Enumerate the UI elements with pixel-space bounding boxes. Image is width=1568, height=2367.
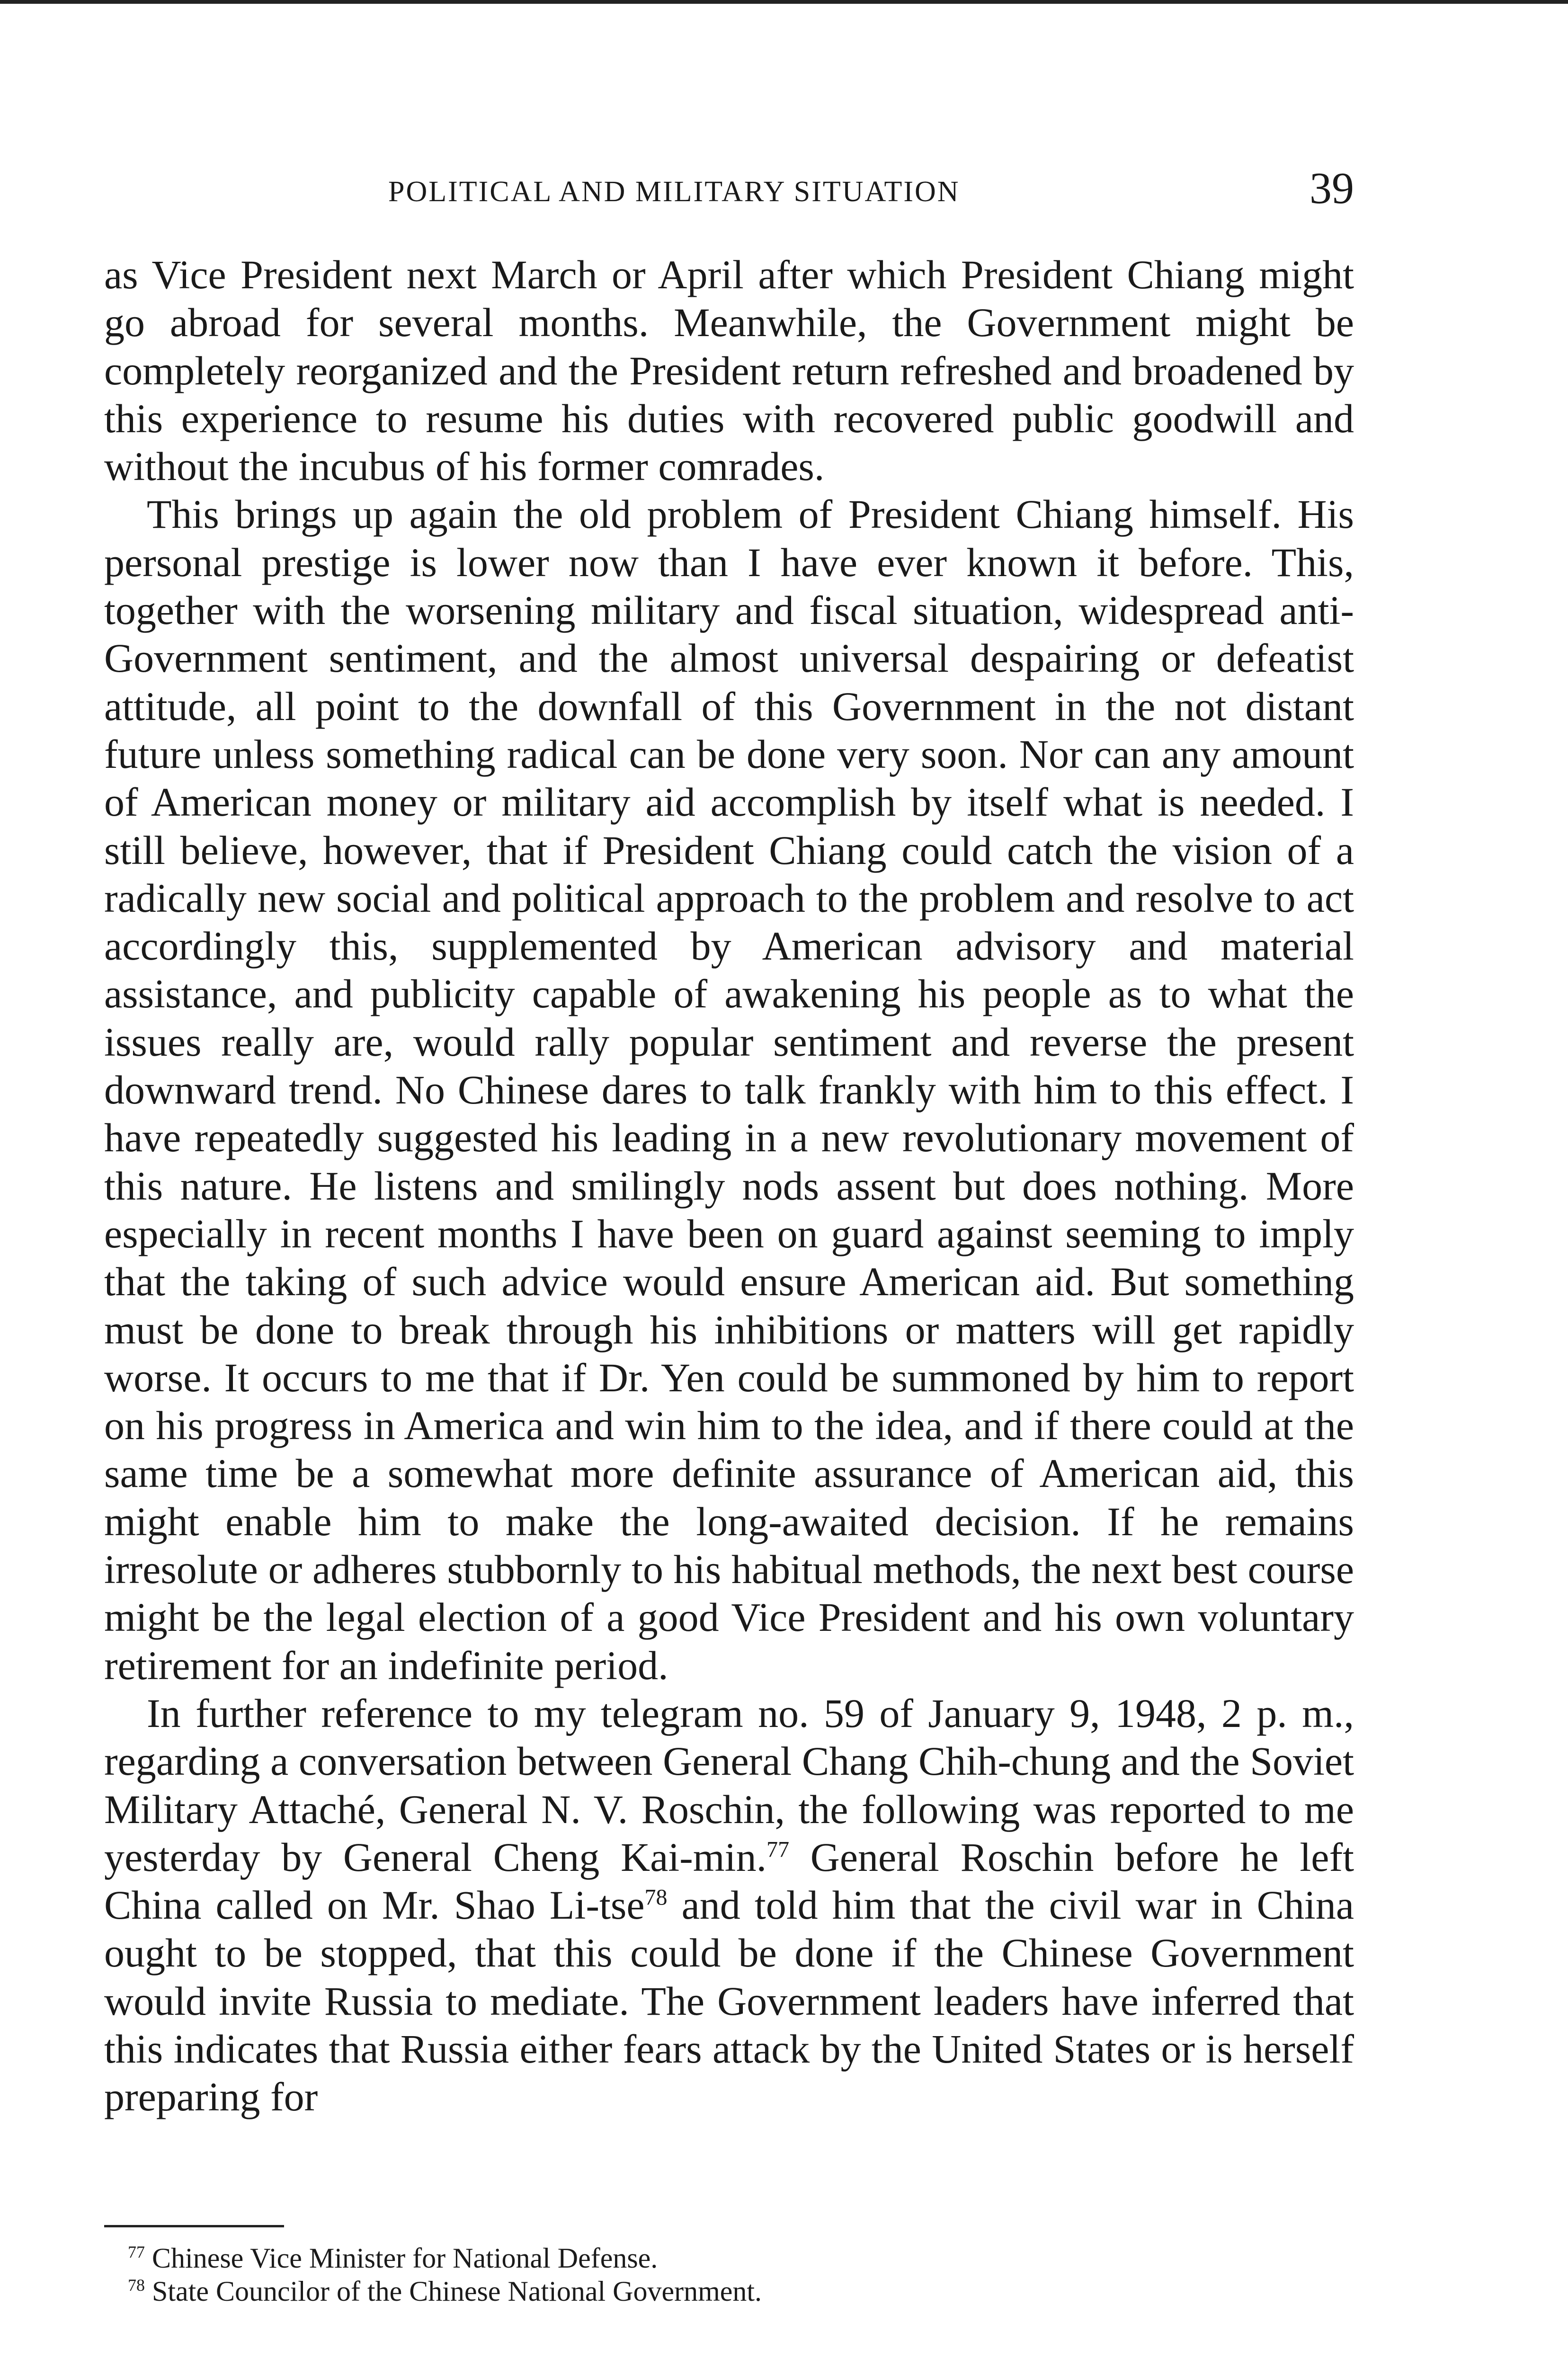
running-head: [104, 164, 1354, 218]
footnote-text-77: Chinese Vice Minister for National Defense.: [152, 2242, 658, 2274]
footnote-marker-77: 77: [128, 2242, 145, 2261]
body-text: [104, 251, 1354, 2121]
running-title: POLITICAL AND MILITARY SITUATION: [388, 176, 960, 208]
footnotes: [128, 2242, 1264, 2308]
paragraph-roschin-text-1: In further reference to my telegram no. 59 of January 9, 1948, 2 p. m., regarding a conversation between General Chang Chih-chung and the Soviet Military Attaché, General N. V. Roschin, the following was reported to me yesterday by General Cheng Kai-min.: [104, 1690, 1354, 1880]
footnote-rule: [104, 2225, 284, 2227]
footnote-ref-78: 78: [644, 1885, 668, 1910]
paragraph-chiang: This brings up again the old problem of President Chiang himself. His personal prestige is lower now than I have ever known it before. This, together with the worsening military and fiscal situation, widespread anti-Government sentiment, and the almost universal despairing or defeatist attitude, all point to the downfall of this Government in the not distant future unless something radical can be done very soon. Nor can any amount of American money or military aid accomplish by itself what is needed. I still believe, however, that if President Chiang could catch the vision of a radically new social and political approach to the problem and resolve to act accordingly this, supplemented by American advisory and material assistance, and publicity capable of awakening his people as to what the issues really are, would rally popular sentiment and reverse the present downward trend. No Chinese dares to talk frankly with him to this effect. I have repeatedly suggested his leading in a new revolutionary movement of this nature. He listens and smilingly nods assent but does nothing. More especially in recent months I have been on guard against seeming to imply that the taking of such advice would ensure American aid. But something must be done to break through his inhibitions or matters will get rapidly worse. It occurs to me that if Dr. Yen could be summoned by him to report on his progress in America and win him to the idea, and if there could at the same time be a somewhat more definite assurance of American aid, this might enable him to make the long-awaited decision. If he remains irresolute or adheres stubbornly to his habitual methods, the next best course might be the legal election of a good Vice President and his own voluntary retirement for an indefinite period.: [104, 491, 1354, 1688]
footnote-77: [128, 2242, 1264, 2275]
footnote-marker-78: 78: [128, 2276, 145, 2295]
paragraph-roschin-text-3: and told him that the civil war in China ought to be stopped, that this could be done if the Chinese Government would invite Russia to mediate. The Government leaders have inferred that this indicates that Russia either fears attack by the United States or is herself preparing for: [104, 1882, 1354, 2120]
paragraph-roschin-text-2: General Roschin before he left China called on Mr. Shao Li-tse: [104, 1834, 1354, 1928]
top-edge-rule: [0, 0, 1568, 4]
paragraph-roschin: [104, 1690, 1354, 2121]
footnote-78: [128, 2275, 1264, 2308]
page-number: 39: [1310, 164, 1354, 213]
footnote-text-78: State Councilor of the Chinese National Government.: [152, 2276, 762, 2307]
footnote-ref-77: 77: [766, 1837, 790, 1862]
paragraph-continued: as Vice President next March or April after which President Chiang might go abroad for several months. Meanwhile, the Government might be completely reorganized and the President return refreshed and broadened by this experience to resume his duties with recovered public goodwill and without the incubus of his former comrades.: [104, 252, 1354, 489]
